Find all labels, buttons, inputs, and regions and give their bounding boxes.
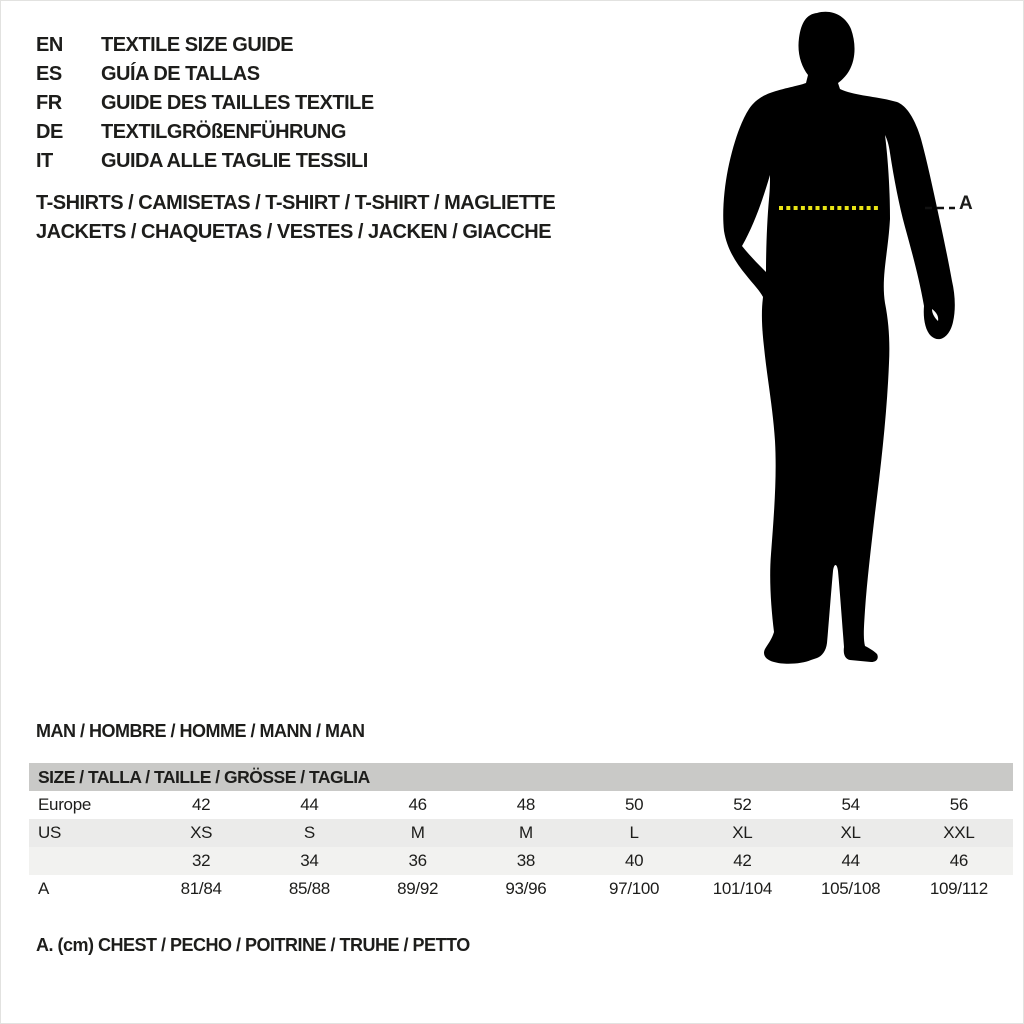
size-cell: 101/104: [712, 879, 773, 898]
size-cell: 40: [624, 851, 644, 870]
category-line-jackets: JACKETS / CHAQUETAS / VESTES / JACKEN / GIACCHE: [36, 221, 552, 243]
size-table-header: SIZE / TALLA / TAILLE / GRÖSSE / TAGLIA: [29, 763, 1013, 791]
category-line-tshirts: T-SHIRTS / CAMISETAS / T-SHIRT / T-SHIRT / MAGLIETTE: [36, 192, 556, 214]
language-row: [36, 147, 374, 176]
language-label: GUIDE DES TAILLES TEXTILE: [101, 92, 374, 114]
table-row-chest-cm: [29, 875, 1013, 903]
language-code: IT: [36, 150, 53, 172]
size-cell: 93/96: [505, 879, 547, 898]
section-heading: MAN / HOMBRE / HOMME / MANN / MAN: [36, 721, 365, 741]
size-cell: 48: [516, 795, 536, 814]
language-code: ES: [36, 63, 62, 85]
size-cell: 42: [191, 795, 211, 814]
language-label: GUÍA DE TALLAS: [101, 63, 260, 85]
row-label: US: [38, 823, 62, 842]
language-label: TEXTILE SIZE GUIDE: [101, 34, 294, 56]
category-heading: [36, 189, 555, 247]
language-row: [36, 118, 374, 147]
man-silhouette-figure: [713, 9, 1013, 669]
measurement-footnote: A. (cm) CHEST / PECHO / POITRINE / TRUHE / PETTO: [36, 935, 470, 955]
size-cell: 85/88: [288, 879, 330, 898]
size-cell: L: [629, 823, 639, 842]
size-cell: 46: [408, 795, 427, 814]
size-cell: 81/84: [180, 879, 222, 898]
size-cell: XXL: [943, 823, 975, 842]
size-cell: 109/112: [929, 879, 988, 898]
measure-label-a: A: [959, 193, 973, 214]
language-list: [36, 31, 374, 176]
size-cell: 56: [949, 795, 969, 814]
size-cell: 46: [949, 851, 969, 870]
table-row-alt-size: [29, 847, 1013, 875]
size-cell: XL: [732, 823, 753, 842]
table-row-europe: [29, 791, 1013, 819]
size-cell: 44: [841, 851, 860, 870]
size-cell: 38: [516, 851, 536, 870]
size-cell: 52: [733, 795, 752, 814]
size-table: [29, 763, 1013, 903]
language-code: DE: [36, 121, 63, 143]
language-row: [36, 89, 374, 118]
size-cell: 89/92: [397, 879, 439, 898]
row-label: A: [38, 879, 50, 898]
language-code: EN: [36, 34, 63, 56]
size-cell: XS: [190, 823, 213, 842]
row-label: [29, 847, 147, 875]
size-cell: 34: [300, 851, 319, 870]
size-cell: 44: [300, 795, 319, 814]
language-label: TEXTILGRÖßENFÜHRUNG: [101, 121, 346, 143]
language-code: FR: [36, 92, 62, 114]
row-label: Europe: [38, 795, 92, 814]
size-cell: M: [518, 823, 533, 842]
language-row: [36, 60, 374, 89]
size-cell: 42: [733, 851, 752, 870]
man-silhouette: [713, 9, 1013, 669]
size-cell: 32: [191, 851, 211, 870]
size-cell: M: [410, 823, 425, 842]
man-silhouette-shape: [723, 12, 955, 664]
size-cell: 54: [841, 795, 860, 814]
size-cell: 50: [624, 795, 644, 814]
table-row-us: [29, 819, 1013, 847]
language-row: [36, 31, 374, 60]
size-cell: S: [303, 823, 315, 842]
size-cell: XL: [840, 823, 861, 842]
size-cell: 97/100: [609, 879, 660, 898]
size-cell: 105/108: [820, 879, 881, 898]
language-label: GUIDA ALLE TAGLIE TESSILI: [101, 150, 368, 172]
size-cell: 36: [408, 851, 427, 870]
